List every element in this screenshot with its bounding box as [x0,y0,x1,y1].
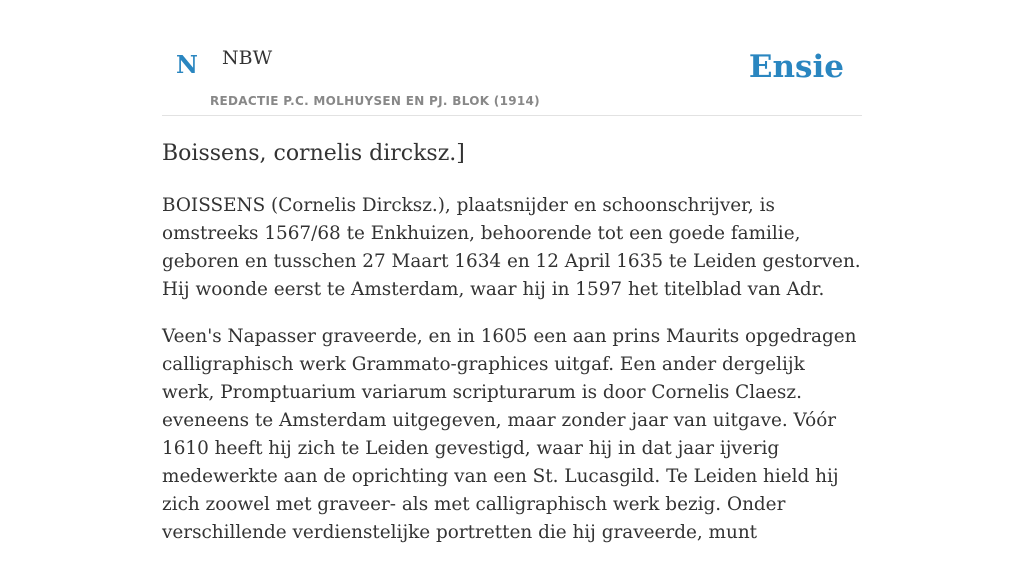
ensie-logo-link[interactable]: Ensie [748,49,844,85]
article-paragraph: BOISSENS (Cornelis Dircksz.), plaatsnijder en schoonschrijver, is omstreeks 1567/68 te Enkhuizen, behoorende tot een goede familie, geboren en tusschen 27 Maart 1634 en 12 April 1635 te Leiden gestorven. Hij woonde eerst te Amsterdam, waar hij in 1597 het titelblad van Adr. [162,195,861,300]
article-body [162,192,862,566]
site-header [162,0,862,116]
source-name[interactable]: NBW [222,47,273,69]
article-title: Boissens, cornelis dircksz.] [162,141,465,166]
source-editors: REDACTIE P.C. MOLHUYSEN EN PJ. BLOK (1914) [210,94,540,108]
article-paragraph: Veen's Napasser graveerde, en in 1605 een aan prins Maurits opgedragen calligraphisch werk Grammato-graphices uitgaf. Een ander dergelijk werk, Promptuarium variarum scripturarum is door Cornelis Claesz. eveneens te Amsterdam uitgegeven, maar zonder jaar van uitgave. Vóór 1610 heeft hij zich te Leiden gevestigd, waar hij in dat jaar ijverig medewerkte aan de oprichting van een St. Lucasgild. Te Leiden hield hij zich zoowel met graveer- als met calligraphisch werk bezig. Onder verschillende verdienstelijke portretten die hij graveerde, munt [162,326,857,543]
source-logo[interactable]: N [176,50,198,79]
